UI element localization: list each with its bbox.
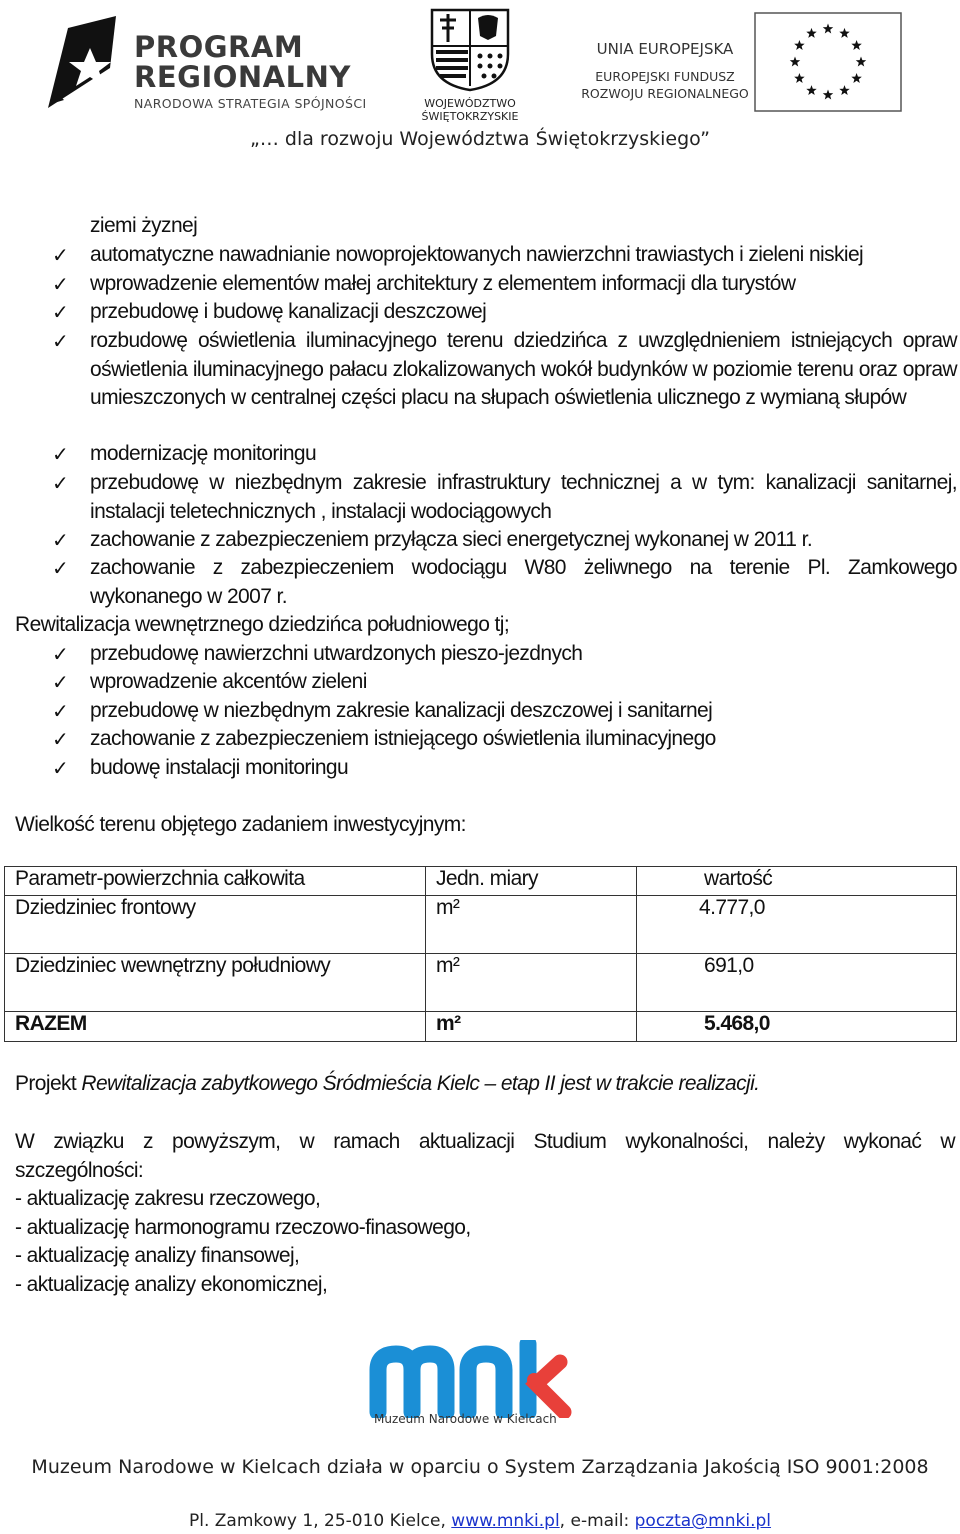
list-item [52,640,957,669]
checkmark-icon: ✓ [52,556,69,580]
tagline: „… dla rozwoju Województwa Świętokrzyskiego” [250,128,710,150]
checkmark-icon: ✓ [52,329,69,353]
action-item: - aktualizację analizy ekonomicznej, [15,1272,328,1296]
list-item [52,554,957,611]
table-total-row [5,1012,957,1042]
list-item [52,241,957,270]
table-cell: Dziedziniec wewnętrzny południowy [5,954,426,1012]
table-total-cell: 5.468,0 [637,1012,957,1042]
table-row [5,896,957,954]
table-cell: m² [426,896,637,954]
list-item-text: budowę instalacji monitoringu [90,756,349,779]
list-item-text: modernizację monitoringu [90,442,317,465]
list-item-text: zachowanie z zabezpieczeniem istniejącego oświetlenia iluminacyjnego [90,727,716,750]
checkmark-icon: ✓ [52,727,69,751]
list-item [52,327,957,413]
eu-line1: UNIA EUROPEJSKA [596,40,734,58]
table-cell: 4.777,0 [637,896,957,954]
list-item [52,298,957,327]
list-item-text: zachowanie z zabezpieczeniem wodociągu W80 żeliwnego na terenie Pl. Zamkowego wykonanego w 2007 r. [90,556,957,608]
section-heading-south: Rewitalizacja wewnętrznego dziedzińca południowego tj; [15,613,510,636]
checkmark-icon: ✓ [52,442,69,466]
eu-text-block [578,40,752,116]
checkmark-icon: ✓ [52,471,69,495]
mnk-logo [360,1340,580,1440]
action-item: - aktualizację analizy finansowej, [15,1244,300,1267]
coat-of-arms-icon [418,6,522,92]
checkmark-icon: ✓ [52,670,69,694]
table-row [5,954,957,1012]
conclusion-paragraph [15,1128,955,1299]
list-item [52,469,957,526]
table-cell: 691,0 [637,954,957,1012]
table-cell: Dziedziniec frontowy [5,896,426,954]
list-item [52,526,957,555]
list-item [52,725,957,754]
list-item-text: przebudowę nawierzchni utwardzonych pieszo-jezdnych [90,642,583,665]
intro-fragment: ziemi żyznej [90,214,198,237]
checkmark-icon: ✓ [52,272,69,296]
website-link[interactable]: www.mnki.pl [451,1511,560,1531]
checkmark-icon: ✓ [52,528,69,552]
list-item [52,668,957,697]
list-item-text: automatyczne nawadnianie nowoprojektowanych nawierzchni trawiastych i zieleni niskiej [90,243,864,266]
checkmark-icon: ✓ [52,300,69,324]
checkmark-icon: ✓ [52,756,69,780]
mnk-logo-caption: Muzeum Narodowe w Kielcach [374,1412,557,1426]
email-link[interactable]: poczta@mnki.pl [634,1511,772,1531]
table-header-cell: Parametr-powierzchnia całkowita [5,867,426,896]
program-logo-subtitle: NARODOWA STRATEGIA SPÓJNOŚCI [134,96,367,111]
area-heading: Wielkość terenu objętego zadaniem inwestycyjnym: [15,813,466,836]
email-label: , e-mail: [559,1511,635,1531]
program-star-emblem-icon [38,8,138,118]
program-logo-line2: REGIONALNY [134,60,351,94]
checkmark-icon: ✓ [52,243,69,267]
project-prefix: Projekt [15,1072,82,1095]
list-item-text: przebudowę w niezbędnym zakresie kanalizacji deszczowej i sanitarnej [90,699,713,722]
area-table [4,866,957,1042]
table-header-row [5,867,957,896]
eu-line2: EUROPEJSKI FUNDUSZ [595,69,735,84]
project-status [15,1070,955,1099]
program-regionalny-logo [38,8,398,118]
checkmark-icon: ✓ [52,642,69,666]
eu-flag-stars-icon [754,12,902,112]
table-header-cell: Jedn. miary [426,867,637,896]
list-item [52,440,957,469]
voivodeship-line1: WOJEWÓDZTWO [424,97,516,110]
list-item-text: rozbudowę oświetlenia iluminacyjnego terenu dziedzińca z uwzględnieniem istniejących opraw oświetlenia iluminacyjnego pałacu zlokalizowanych wokół budynków w poziomie terenu oraz opraw umieszczonych w centralnej części placu na słupach oświetlenia ulicznego z wymianą słupów [90,329,957,409]
quality-note: Muzeum Narodowe w Kielcach działa w oparciu o System Zarządzania Jakością ISO 9001:2008 [31,1456,929,1478]
swietokrzyskie-coat-of-arms [418,6,522,123]
address: Pl. Zamkowy 1, 25-010 Kielce, [188,1511,452,1531]
action-item: - aktualizację zakresu rzeczowego, [15,1187,321,1210]
list-item [52,697,957,726]
conclusion-line: W związku z powyższym, w ramach aktualizacji Studium wykonalności, należy wykonać w [15,1130,955,1153]
list-item [52,270,957,299]
project-title: Rewitalizacja zabytkowego Śródmieścia Kielc – etap II jest w trakcie realizacji. [81,1072,760,1095]
table-total-cell: RAZEM [5,1012,426,1042]
eu-line3: ROZWOJU REGIONALNEGO [581,86,749,101]
footer-contact [0,1511,960,1531]
list-item [52,754,957,783]
eu-flag [754,12,902,112]
table-cell: m² [426,954,637,1012]
list-item-text: przebudowę w niezbędnym zakresie infrastruktury technicznej a w tym: kanalizacji sanitarnej, instalacji teletechnicznych , instalacji wodociągowych [90,471,957,523]
list-item-text: wprowadzenie elementów małej architektury z elementem informacji dla turystów [90,272,796,295]
checkmark-icon: ✓ [52,699,69,723]
action-item: - aktualizację harmonogramu rzeczowo-finasowego, [15,1215,471,1239]
voivodeship-line2: ŚWIĘTOKRZYSKIE [421,110,519,123]
list-item-text: wprowadzenie akcentów zieleni [90,670,367,693]
conclusion-line: szczególności: [15,1158,144,1182]
mnk-logo-mark-icon [360,1340,580,1418]
list-item-text: przebudowę i budowę kanalizacji deszczowej [90,300,487,323]
program-logo-line1: PROGRAM [134,30,304,64]
table-header-cell: wartość [637,867,957,896]
list-item-text: zachowanie z zabezpieczeniem przyłącza sieci energetycznej wykonanej w 2011 r. [90,528,813,551]
table-total-cell: m² [426,1012,637,1042]
